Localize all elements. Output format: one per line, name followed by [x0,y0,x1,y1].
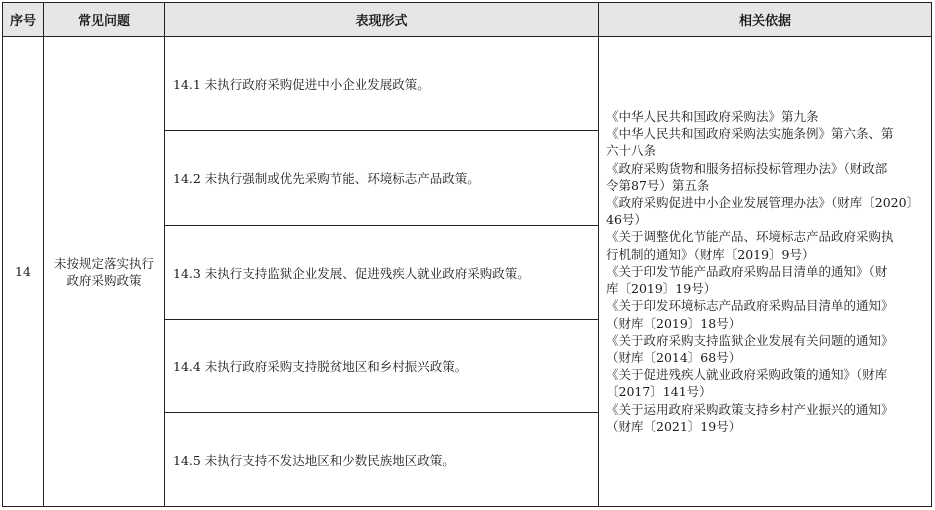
basis-line: 《政府采购货物和服务招标投标管理办法》（财政部 [606,160,888,176]
basis-line: （财库〔2021〕19号） [606,418,742,434]
row-seq: 14 [15,264,31,279]
basis-line: 六十八条 [606,143,657,159]
basis-line: 《中华人民共和国政府采购法》第九条 [606,109,819,125]
basis-line: 〔2017〕141号） [606,384,712,400]
form-item-14-1: 14.1 未执行政府采购促进中小企业发展政策。 [165,37,598,131]
basis-line: 《关于运用政府采购政策支持乡村产业振兴的通知》 [606,401,894,417]
basis-line: （财库〔2019〕18号） [606,315,742,331]
basis-line: 《政府采购促进中小企业发展管理办法》（财库〔2020〕 [606,195,920,211]
basis-line: 《关于调整优化节能产品、环境标志产品政府采购执 [606,229,894,245]
form-item-14-5: 14.5 未执行支持不发达地区和少数民族地区政策。 [173,452,455,468]
form-item-14-2: 14.2 未执行强制或优先采购节能、环境标志产品政策。 [165,131,598,226]
form-item-14-3: 14.3 未执行支持监狱企业发展、促进残疾人就业政府采购政策。 [165,226,598,320]
basis-line: 《关于印发环境标志产品政府采购品目清单的通知》 [606,298,894,314]
basis-line: 《中华人民共和国政府采购法实施条例》第六条、第 [606,126,894,142]
header-basis: 相关依据 [599,3,931,37]
row-issue [44,37,164,506]
basis-line: 行机制的通知》（财库〔2019〕9号） [606,246,815,262]
form-item-14-4: 14.4 未执行政府采购支持脱贫地区和乡村振兴政策。 [165,320,598,413]
basis-line: 令第87号）第五条 [606,177,710,193]
basis-line: 《关于政府采购支持监狱企业发展有关问题的通知》 [606,332,894,348]
header-issue: 常见问题 [44,3,164,37]
basis-line: （财库〔2014〕68号） [606,349,742,365]
basis-line: 46号） [606,212,647,228]
issue-line: 政府采购政策 [66,272,142,288]
policy-table [2,2,932,507]
basis-line: 库〔2019〕19号） [606,281,717,297]
issue-line: 未按规定落实执行 [53,255,154,271]
row-basis [599,37,931,506]
header-form: 表现形式 [165,3,598,37]
header-seq: 序号 [3,3,43,37]
basis-line: 《关于促进残疾人就业政府采购政策的通知》（财库 [606,367,888,383]
basis-line: 《关于印发节能产品政府采购品目清单的通知》（财 [606,263,888,279]
